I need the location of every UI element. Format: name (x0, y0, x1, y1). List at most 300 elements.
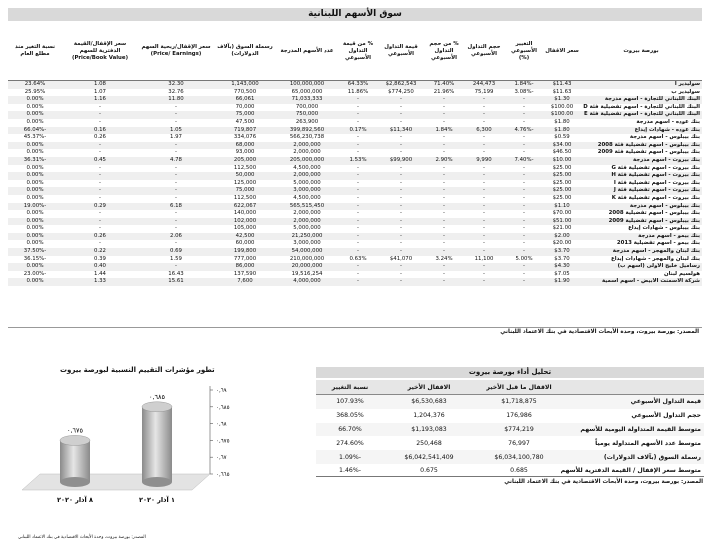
table-row (8, 157, 702, 165)
cell-shares: 700,000 (295, 103, 319, 110)
cell-pe: 1.97 (169, 134, 182, 141)
cell-shares: 5,000,000 (293, 225, 321, 232)
perf-cell: $6,042,541,409 (384, 450, 474, 464)
cell-pb: - (99, 210, 101, 217)
perf-cell: 274.60% (336, 439, 364, 447)
cell-name: هولسيم لبنان (664, 270, 700, 277)
cell-value: - (400, 134, 402, 141)
cell-change: -1.84% (504, 81, 544, 89)
cell-pb: - (99, 149, 101, 156)
col-mcap: رسملة السوق (بآلاف الدولارات) (214, 22, 276, 81)
perf-cell: $6,530,683 (384, 395, 474, 409)
cell-pb: 0.45 (62, 157, 138, 165)
cell-volume: 244,473 (464, 81, 504, 89)
cell-name: بنك عوده - أسهم مدرجة (636, 118, 700, 125)
cell-pe: - (175, 103, 177, 110)
perf-table-body (316, 395, 704, 478)
cell-mcap: 68,000 (214, 142, 276, 150)
cell-change: - (523, 103, 525, 110)
cell-volume: - (483, 225, 485, 232)
perf-cell: 76,997 (508, 439, 530, 447)
cell-pb: - (99, 194, 101, 201)
chart-source: المصدر: بورصة بيروت، وحدة الأبحاث الاقتصادية في بنك الاعتماد اللبناني (18, 535, 146, 540)
cell-val-share: - (357, 225, 359, 232)
cell-mcap: 7,600 (214, 278, 276, 286)
cell-pe: 1.05 (138, 127, 214, 135)
cell-val-share: - (338, 172, 378, 180)
cell-pe: 6.18 (138, 203, 214, 211)
bar-cap (60, 435, 90, 445)
cell-shares: 100,000,000 (276, 81, 338, 89)
y-tick-label: ٠,٦٨٥ (216, 404, 230, 411)
cell-vol-share: - (443, 103, 445, 110)
cell-pb: - (62, 187, 138, 195)
cell-pe: 32.76 (168, 88, 184, 95)
x-category-label: ١ آذار ٢٠٢٠ (139, 496, 175, 504)
cell-dy: -36.31% (8, 157, 62, 165)
cell-val-share: - (357, 270, 359, 277)
cell-vol-share: - (443, 225, 445, 232)
table-row (8, 233, 702, 241)
table-row (8, 111, 702, 119)
cell-pe: - (175, 210, 177, 217)
y-tick-label: ٠,٦٩ (216, 388, 227, 394)
cell-name: بنك بيمو - أسهم تفضيلية 2013 (616, 240, 700, 247)
cell-value: - (400, 270, 402, 277)
cell-value: - (378, 111, 424, 119)
cell-vol-share: - (443, 164, 445, 171)
cell-val-share: 1.53% (338, 157, 378, 165)
cell-pe: - (175, 240, 177, 247)
table-row (8, 134, 702, 142)
cell-dy: 0.00% (8, 172, 62, 180)
cell-mcap: 70,000 (235, 103, 255, 110)
cell-close: $1.90 (544, 278, 580, 286)
cell-pb: 1.44 (93, 270, 106, 277)
perf-row-label: رسملة السوق (بآلاف الدولارات) (564, 450, 704, 464)
cell-volume: - (483, 118, 485, 125)
table-row (8, 81, 702, 89)
cell-val-share: - (357, 118, 359, 125)
perf-row (316, 423, 704, 437)
cell-mcap: 86,000 (214, 263, 276, 271)
cell-val-share: - (338, 278, 378, 286)
cell-vol-share: - (443, 134, 445, 141)
cell-vol-share: - (443, 179, 445, 186)
cell-mcap: 205,000 (214, 157, 276, 165)
cell-change: - (523, 270, 525, 277)
cell-name: بنك بيبلوس - شهادات إيداع (628, 225, 700, 232)
cell-vol-share: - (443, 240, 445, 247)
cell-dy: 0.00% (26, 194, 44, 201)
cell-vol-share: - (424, 203, 464, 211)
cell-value: - (378, 142, 424, 150)
cell-dy: 0.00% (8, 142, 62, 150)
cell-dy: -45.37% (23, 134, 47, 141)
cell-pe: - (175, 164, 177, 171)
cell-mcap: 1,143,000 (214, 81, 276, 89)
cell-vol-share: - (424, 111, 464, 119)
chart-title: تطور مؤشرات التقييم النسبية لبورصة بيروت (60, 366, 215, 374)
cell-name: بنك بيبلوس - أسهم تفضيلية فئة 2008 (580, 142, 702, 150)
cell-volume: - (464, 233, 504, 241)
cell-close: $25.00 (544, 172, 580, 180)
cell-shares: 3,000,000 (293, 240, 321, 247)
cell-val-share: - (338, 111, 378, 119)
cell-change: - (504, 218, 544, 226)
bar-value-label: ٠,٦٨٥ (148, 392, 166, 401)
perf-col-change: نسبة التغيير (316, 380, 384, 395)
cell-pe: - (138, 142, 214, 150)
cell-change: - (504, 111, 544, 119)
cell-pe: - (138, 263, 214, 271)
cell-pb: - (99, 164, 101, 171)
cell-value: - (400, 225, 402, 232)
cell-value: - (400, 103, 402, 110)
cell-val-share: - (338, 142, 378, 150)
performance-table (316, 380, 704, 478)
cell-pe: - (138, 172, 214, 180)
cell-close: $1.80 (544, 127, 580, 135)
cell-dy: 0.00% (26, 149, 44, 156)
table-row (8, 203, 702, 211)
perf-cell: 1,204,376 (413, 412, 445, 420)
cell-pe: - (138, 187, 214, 195)
table-row (8, 218, 702, 226)
cell-val-share: 64.33% (338, 81, 378, 89)
perf-cell: 66.70% (316, 423, 384, 437)
cell-pb: 0.26 (62, 233, 138, 241)
cell-shares: 2,000,000 (293, 210, 321, 217)
cell-pb: 0.29 (62, 203, 138, 211)
table-row (8, 142, 702, 150)
y-tick-label: ٠,٦٧٥ (216, 438, 230, 445)
cell-value: - (378, 203, 424, 211)
cell-shares: 750,000 (276, 111, 338, 119)
col-vol-share: % من حجم التداول الأسبوعي (424, 22, 464, 81)
cell-pe: 4.78 (138, 157, 214, 165)
cell-mcap: 137,590 (233, 270, 257, 277)
cell-value: - (400, 149, 402, 156)
cell-pb: 0.39 (93, 255, 106, 262)
cell-pe: 32.30 (138, 81, 214, 89)
cell-change: - (504, 278, 544, 286)
cell-value: $99,900 (378, 157, 424, 165)
cell-mcap: 93,000 (235, 149, 255, 156)
cell-vol-share: - (424, 278, 464, 286)
cell-value: - (378, 233, 424, 241)
cell-change: - (523, 134, 525, 141)
cell-vol-share: - (424, 142, 464, 150)
cell-shares: 565,515,450 (276, 203, 338, 211)
table-row (8, 172, 702, 180)
cell-close: $1.30 (544, 96, 580, 104)
y-tick-label: ٠,٦٧ (216, 455, 227, 462)
col-change: التغيير الأسبوعي (%) (504, 22, 544, 81)
cell-change: -7.40% (504, 157, 544, 165)
cell-volume: - (464, 142, 504, 150)
perf-col-label (564, 380, 704, 395)
table-row (8, 119, 702, 127)
cell-pe: 1.59 (169, 255, 182, 262)
cell-name: رساميل خليج الأولى (أسهم ب) (580, 263, 702, 271)
perf-cell: 107.93% (316, 395, 384, 409)
cell-vol-share: 3.24% (435, 255, 453, 262)
cell-pe: - (175, 179, 177, 186)
cell-pb: 0.22 (62, 248, 138, 256)
cell-shares: 4,500,000 (293, 164, 321, 171)
bar (60, 435, 90, 487)
cell-change: - (504, 96, 544, 104)
cell-close: $51.00 (544, 218, 580, 226)
cell-val-share: - (338, 203, 378, 211)
cell-close: $20.00 (552, 240, 572, 247)
cell-close: $10.00 (544, 157, 580, 165)
cell-name: بنك لبنان والمهجر - أسهم مدرجة (580, 248, 702, 256)
cell-change: - (504, 142, 544, 150)
cell-mcap: 199,800 (214, 248, 276, 256)
cell-mcap: 140,000 (233, 210, 257, 217)
cell-dy: 0.00% (8, 111, 62, 119)
cell-pb: - (99, 103, 101, 110)
cell-mcap: 75,000 (214, 111, 276, 119)
x-category-label: ٨ آذار ٢٠٢٠ (57, 496, 93, 504)
cell-vol-share: - (424, 187, 464, 195)
perf-divider (316, 476, 704, 477)
cell-close: $4.30 (544, 263, 580, 271)
cell-value: - (400, 240, 402, 247)
cell-close: $1.10 (544, 203, 580, 211)
table-row (8, 195, 702, 203)
cell-mcap: 102,000 (214, 218, 276, 226)
cell-name: بنك بيروت - أسهم تفضيلية فئة I (613, 179, 700, 186)
cell-value: - (378, 96, 424, 104)
perf-cell: $6,034,100,780 (474, 450, 564, 464)
cell-change: -3.08% (514, 88, 534, 95)
cell-name: بنك بيروت - أسهم تفضيلية فئة J (580, 187, 702, 195)
cell-shares: 2,000,000 (276, 218, 338, 226)
cell-close: $25.00 (544, 187, 580, 195)
cell-vol-share: - (424, 263, 464, 271)
cell-pe: 11.80 (138, 96, 214, 104)
cell-name: سوليدير ب (671, 88, 700, 95)
cell-close: $7.05 (554, 270, 570, 277)
cell-change: - (523, 210, 525, 217)
perf-cell: $774,219 (474, 423, 564, 437)
cell-dy: -37.50% (8, 248, 62, 256)
bar-body (60, 440, 90, 482)
perf-row (316, 409, 704, 423)
perf-row-label: متوسط عدد الأسهم المتداولة يومياً (595, 439, 701, 447)
cell-val-share: - (357, 179, 359, 186)
cell-shares: 54,000,000 (276, 248, 338, 256)
cell-shares: 20,000,000 (276, 263, 338, 271)
cell-pb: 0.26 (93, 134, 106, 141)
perf-cell: 0.685 (510, 467, 528, 475)
cell-dy: 0.00% (8, 263, 62, 271)
cell-mcap: 125,000 (233, 179, 257, 186)
perf-cell: -1.46% (339, 467, 361, 475)
col-volume: حجم التداول الأسبوعي (464, 22, 504, 81)
cell-mcap: 66,061 (214, 96, 276, 104)
cell-val-share: 11.86% (347, 88, 369, 95)
cell-volume: - (464, 187, 504, 195)
table-row (8, 248, 702, 256)
perf-cell: -1.09% (316, 450, 384, 464)
perf-title: تحليل أداء بورصة بيروت (316, 367, 704, 378)
perf-col-previous: الاقفال ما قبل الأخير (474, 380, 564, 395)
cell-value: - (378, 187, 424, 195)
perf-row-label: حجم التداول الأسبوعي (631, 412, 701, 420)
cell-shares: 566,230,738 (289, 134, 325, 141)
cell-dy: 0.00% (8, 187, 62, 195)
cell-vol-share: - (424, 96, 464, 104)
cell-change: - (523, 179, 525, 186)
cell-vol-share: - (443, 194, 445, 201)
cell-dy: 0.00% (8, 233, 62, 241)
cell-val-share: - (338, 248, 378, 256)
cell-vol-share: - (424, 233, 464, 241)
cell-shares: 5,000,000 (293, 179, 321, 186)
cell-val-share: - (357, 134, 359, 141)
cell-mcap: 50,000 (214, 172, 276, 180)
divider (8, 327, 702, 328)
cell-dy: 25.95% (24, 88, 46, 95)
cell-pb: - (62, 172, 138, 180)
cell-value: - (378, 278, 424, 286)
cell-vol-share: 21.96% (433, 88, 455, 95)
bar (142, 402, 172, 487)
cell-dy: 0.00% (8, 278, 62, 286)
cell-pb: - (62, 218, 138, 226)
cell-volume: - (483, 103, 485, 110)
table-row (8, 271, 702, 279)
cell-val-share: - (357, 194, 359, 201)
cell-name: بنك بيبلوس - أسهم مدرجة (580, 203, 702, 211)
table-row (8, 240, 702, 248)
cell-pe: 15.61 (138, 278, 214, 286)
cell-pb: 1.16 (62, 96, 138, 104)
table-row (8, 89, 702, 97)
cell-shares: 2,000,000 (276, 172, 338, 180)
cell-volume: - (464, 96, 504, 104)
table-row (8, 96, 702, 104)
cell-dy: 0.00% (26, 210, 44, 217)
cell-volume: - (483, 240, 485, 247)
cell-shares: 3,000,000 (276, 187, 338, 195)
cell-name: شركة الاسمنت الأبيض - أسهم اسمية (580, 278, 702, 286)
cell-value: $2,862,543 (378, 81, 424, 89)
cell-dy: 0.00% (26, 118, 44, 125)
cell-dy: 0.00% (26, 164, 44, 171)
perf-cell: 176,986 (506, 412, 532, 420)
cell-pe: - (175, 194, 177, 201)
cell-volume: - (483, 270, 485, 277)
cell-value: - (378, 248, 424, 256)
y-tick-label: ٠,٦٦٥ (216, 472, 230, 478)
cell-volume: - (483, 149, 485, 156)
valuation-chart (14, 378, 248, 524)
cell-name: بنك لبنان والمهجر - شهادات إيداع (611, 255, 700, 262)
cell-close: $2.00 (544, 233, 580, 241)
table-row (8, 225, 702, 233)
cell-volume: - (483, 164, 485, 171)
cell-close: $46.50 (552, 149, 572, 156)
cell-change: - (504, 172, 544, 180)
cell-name: البنك اللبناني للتجارة - أسهم تفضيلية فئة E (580, 111, 702, 119)
cell-dy: 0.00% (26, 240, 44, 247)
table-row (8, 263, 702, 271)
perf-row (316, 436, 704, 450)
cell-volume: 75,199 (474, 88, 494, 95)
cell-shares: 4,000,000 (276, 278, 338, 286)
cell-name: بنك بيبلوس - أسهم مدرجة (629, 134, 700, 141)
cell-dy: 23.64% (8, 81, 62, 89)
cell-name: سوليدير أ (580, 81, 702, 89)
cell-close: $0.59 (554, 134, 570, 141)
cell-pe: 0.69 (138, 248, 214, 256)
cell-value: $774,250 (388, 88, 414, 95)
cell-volume: 11,100 (474, 255, 494, 262)
cell-val-share: - (357, 103, 359, 110)
cell-value: - (400, 210, 402, 217)
cell-change: - (523, 194, 525, 201)
cell-mcap: 105,000 (233, 225, 257, 232)
cell-pb: 1.08 (62, 81, 138, 89)
cell-volume: - (483, 134, 485, 141)
table-row (8, 127, 702, 135)
cell-volume: - (483, 210, 485, 217)
y-tick-label: ٠,٦٨ (216, 421, 227, 428)
cell-val-share: - (338, 96, 378, 104)
cell-close: $3.70 (544, 248, 580, 256)
cell-pb: - (99, 118, 101, 125)
cell-dy: 0.00% (26, 179, 44, 186)
cell-value: $41,070 (389, 255, 413, 262)
cell-close: $25.00 (552, 194, 572, 201)
cell-pb: 0.40 (62, 263, 138, 271)
cell-val-share: - (357, 210, 359, 217)
cell-close: $25.00 (552, 179, 572, 186)
cell-shares: 19,516,254 (291, 270, 323, 277)
cell-close: $3.70 (554, 255, 570, 262)
cell-volume: - (464, 263, 504, 271)
col-value: قيمة التداول الأسبوعي (378, 22, 424, 81)
cell-shares: 399,892,560 (276, 127, 338, 135)
cell-pb: 1.33 (62, 278, 138, 286)
cell-dy: -19.00% (8, 203, 62, 211)
cell-pb: 1.07 (93, 88, 106, 95)
cell-change: - (504, 203, 544, 211)
cell-val-share: 0.63% (349, 255, 367, 262)
table-row (8, 256, 702, 264)
perf-cell: 368.05% (336, 412, 364, 420)
cell-mcap: 334,076 (233, 134, 257, 141)
cell-volume: - (483, 194, 485, 201)
cell-value: - (400, 164, 402, 171)
cell-pb: - (62, 111, 138, 119)
cell-volume: 6,300 (464, 127, 504, 135)
cell-val-share: - (338, 233, 378, 241)
col-name: بورصة بيروت (580, 22, 702, 81)
cell-vol-share: 71.40% (424, 81, 464, 89)
cell-vol-share: - (443, 210, 445, 217)
cell-name: بنك عوده - شهادات إيداع (580, 127, 702, 135)
bar-base (60, 477, 90, 487)
cell-change: - (504, 248, 544, 256)
cell-close: $70.00 (552, 210, 572, 217)
cell-pb: - (99, 240, 101, 247)
